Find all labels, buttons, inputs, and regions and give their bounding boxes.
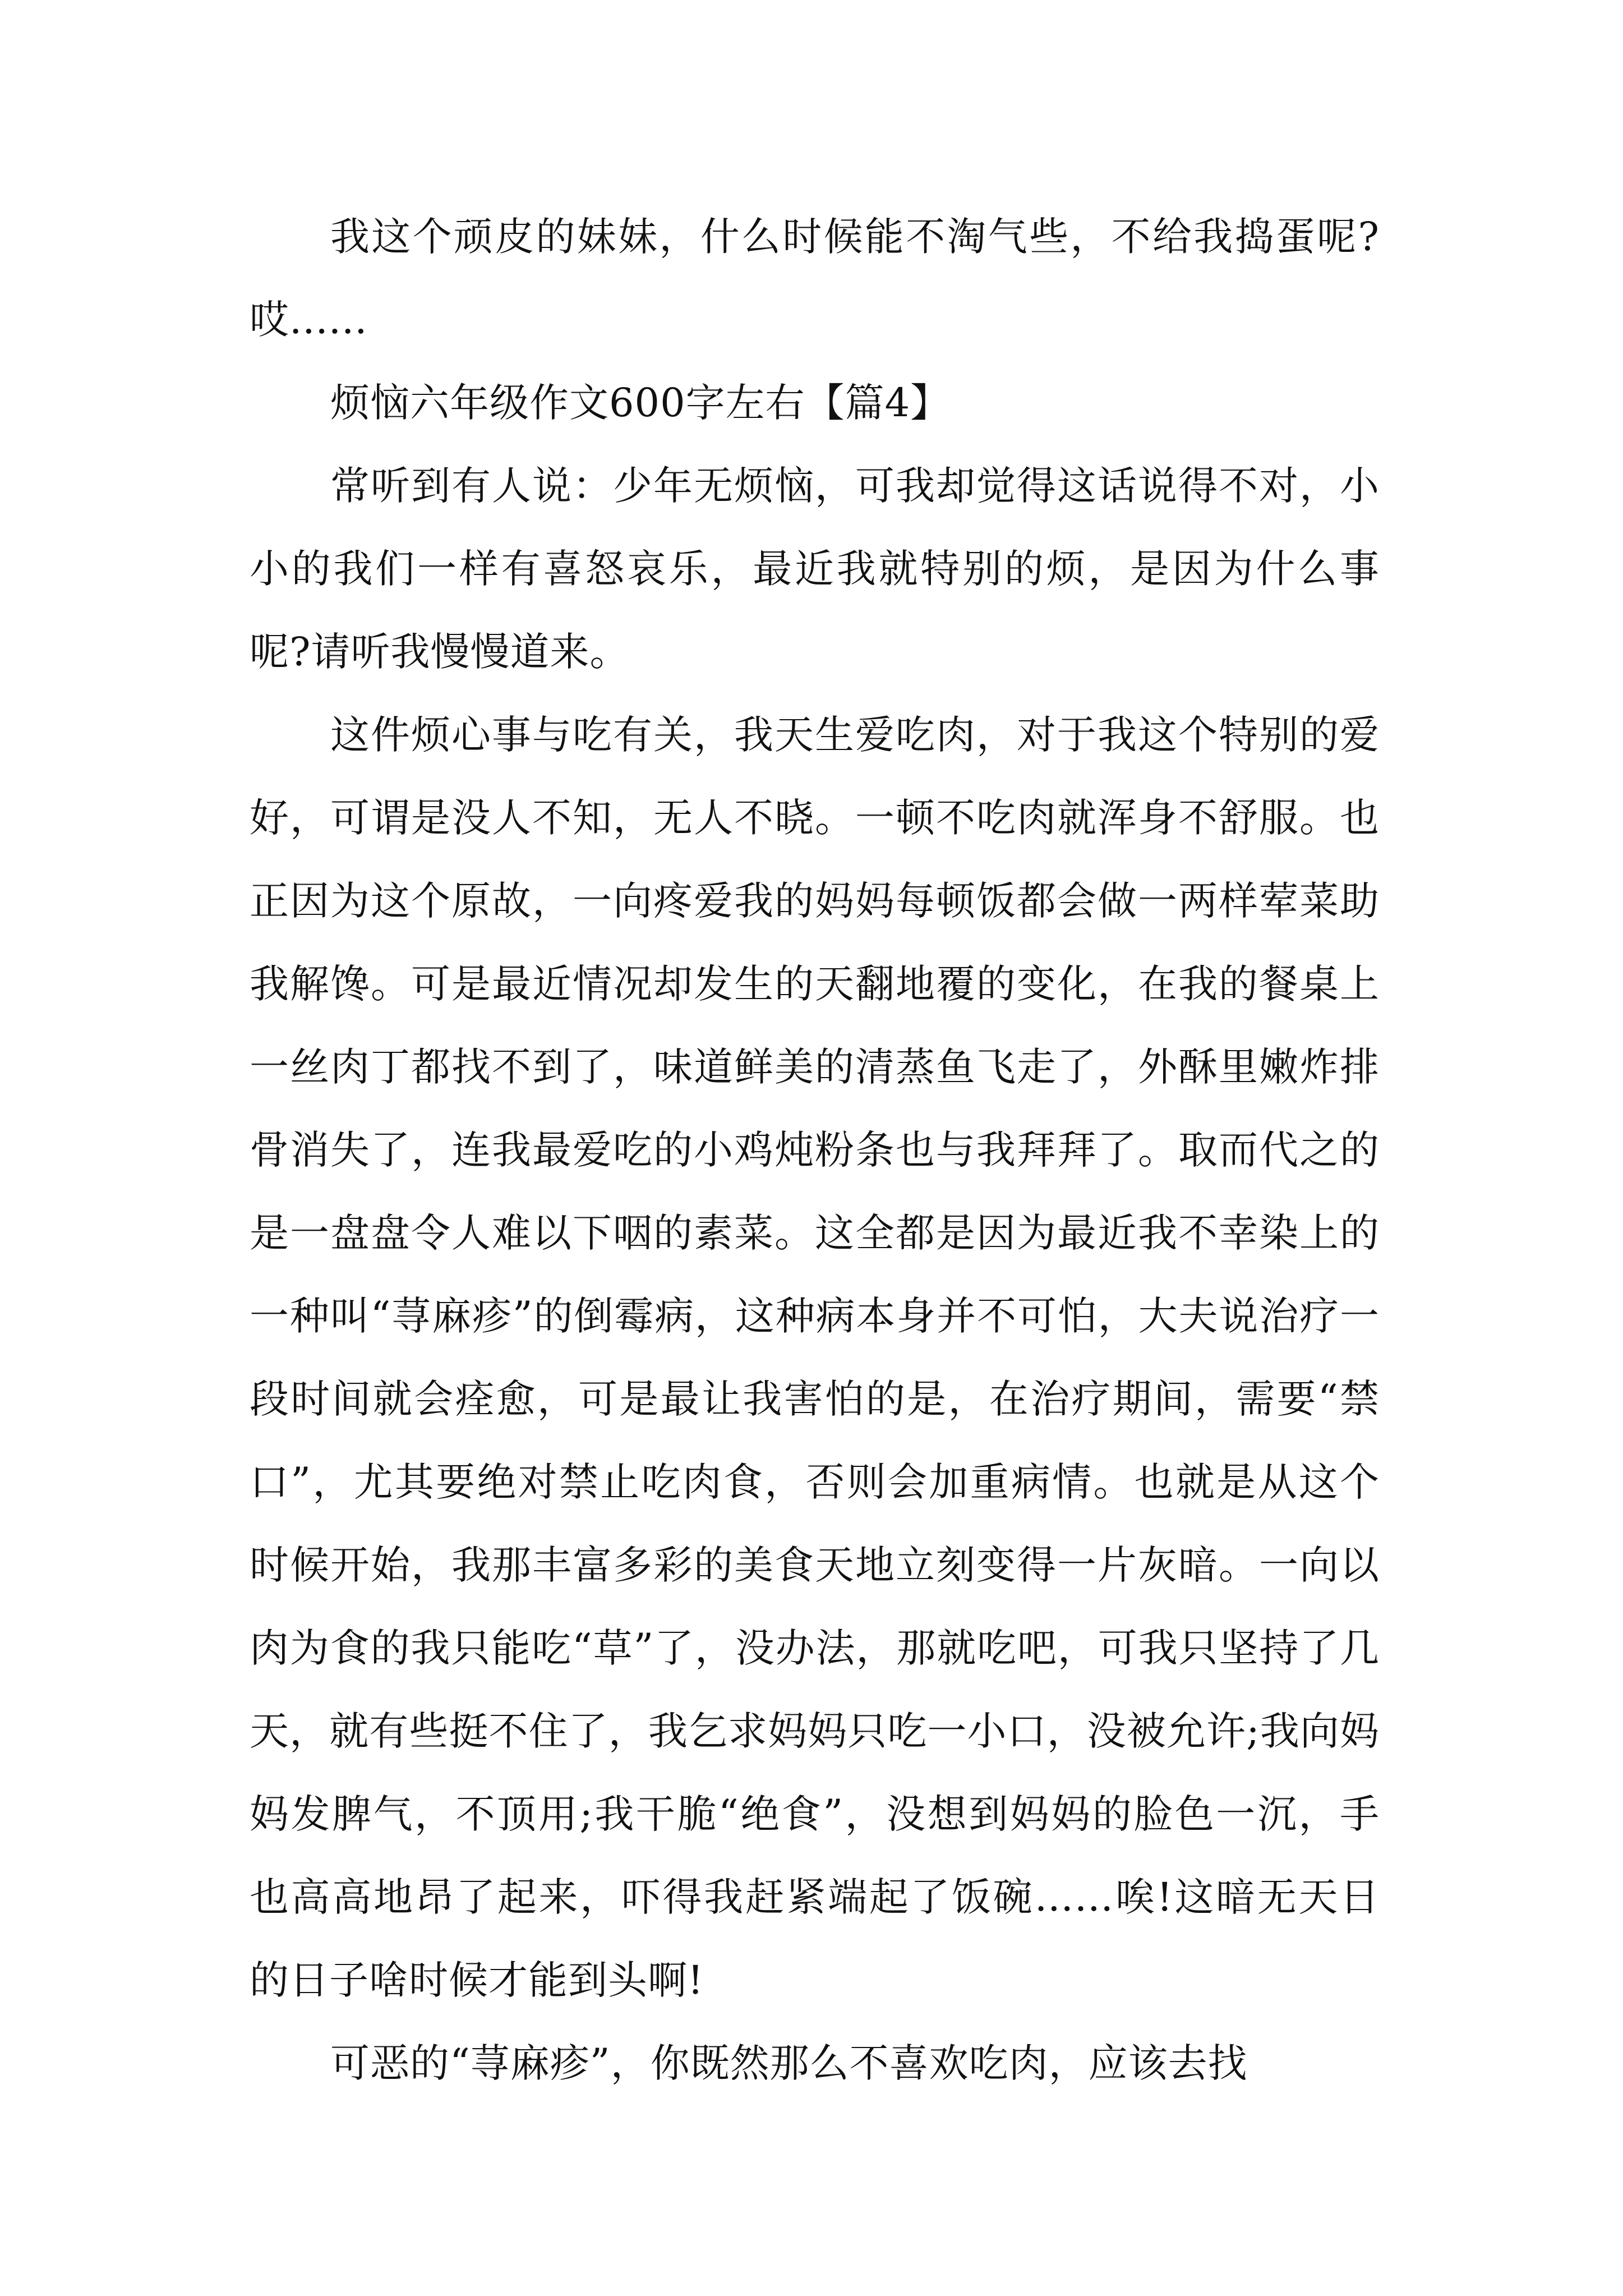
document-body [250,195,1380,2105]
paragraph-closing: 可恶的“荨麻疹”，你既然那么不喜欢吃肉，应该去找 [330,2040,1248,2086]
paragraph-main: 这件烦心事与吃有关，我天生爱吃肉，对于我这个特别的爱好，可谓是没人不知，无人不晓。一顿不吃肉就浑身不舒服。也正因为这个原故，一向疼爱我的妈妈每顿饭都会做一两样荤菜助我解馋。可是最近情况却发生的天翻地覆的变化，在我的餐桌上一丝肉丁都找不到了，味道鲜美的清蒸鱼飞走了，外酥里嫩炸排骨消失了，连我最爱吃的小鸡炖粉条也与我拜拜了。取而代之的是一盘盘令人难以下咽的素菜。这全都是因为最近我不幸染上的一种叫“荨麻疹”的倒霉病，这种病本身并不可怕，大夫说治疗一段时间就会痊愈，可是最让我害怕的是，在治疗期间，需要“禁口”，尤其要绝对禁止吃肉食，否则会加重病情。也就是从这个时候开始，我那丰富多彩的美食天地立刻变得一片灰暗。一向以肉为食的我只能吃“草”了，没办法，那就吃吧，可我只坚持了几天，就有些挺不住了，我乞求妈妈只吃一小口，没被允许;我向妈妈发脾气，不顶用;我干脆“绝食”，没想到妈妈的脸色一沉，手也高高地昂了起来，吓得我赶紧端起了饭碗……唉!这暗无天日的日子啥时候才能到头啊! [250,712,1380,2003]
paragraph-sister-ending: 我这个顽皮的妹妹，什么时候能不淘气些，不给我捣蛋呢?哎...... [250,214,1380,343]
paragraph-intro: 常听到有人说：少年无烦恼，可我却觉得这话说得不对，小小的我们一样有喜怒哀乐，最近我就特别的烦，是因为什么事呢?请听我慢慢道来。 [250,463,1380,675]
essay-heading: 烦恼六年级作文600字左右【篇4】 [330,380,951,426]
